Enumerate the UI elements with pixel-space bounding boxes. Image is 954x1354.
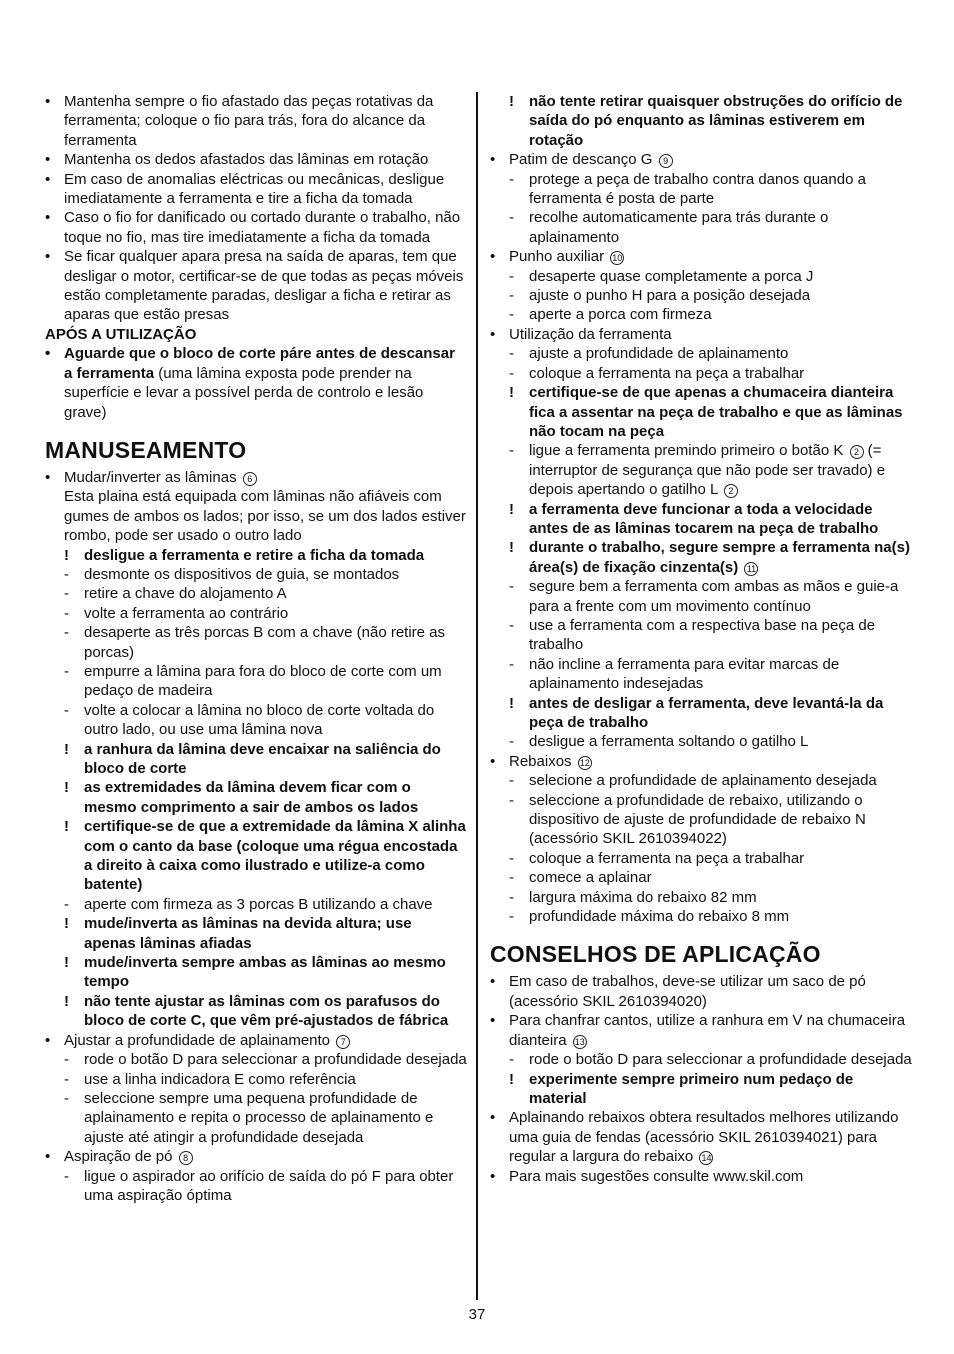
text-segment: largura máxima do rebaixo 82 mm [529, 888, 757, 906]
dash-marker: - [509, 869, 514, 887]
text-segment: empurre a lâmina para fora do bloco de corte com um pedaço de madeira [84, 662, 442, 700]
bullet-marker: • [45, 170, 51, 188]
dash-marker: - [509, 345, 514, 363]
dash-marker: - [509, 287, 514, 305]
text-segment: mude/inverta sempre ambas as lâminas ao mesmo tempo [84, 954, 446, 991]
figure-reference-icon: 6 [243, 472, 257, 486]
list-item [45, 170, 467, 209]
bullet-marker: • [490, 1167, 496, 1185]
text-segment: use a ferramenta com a respectiva base na peça de trabalho [529, 616, 876, 654]
sub-list-item [490, 655, 912, 694]
right-column [490, 92, 912, 1186]
text-segment: rode o botão D para seleccionar a profundidade desejada [84, 1051, 467, 1069]
text-segment: Em caso de anomalias eléctricas ou mecânicas, desligue imediatamente a ferramenta e tire a ficha da tomada [64, 170, 445, 208]
dash-marker: - [509, 578, 514, 596]
sub-list-item [45, 1050, 467, 1069]
dash-marker: - [64, 1051, 69, 1069]
dash-marker: - [509, 170, 514, 188]
figure-reference-icon: 2 [850, 445, 864, 459]
text-segment: antes de desligar a ferramenta, deve levantá-la da peça de trabalho [529, 694, 884, 731]
text-segment: mude/inverta as lâminas na devida altura; use apenas lâminas afiadas [84, 915, 412, 952]
text-segment: selecione a profundidade de aplainamento desejada [529, 772, 877, 790]
figure-reference-icon: 12 [579, 757, 590, 768]
sub-list-item [490, 1050, 912, 1069]
sub-list-item [490, 732, 912, 751]
text-segment: (uma lâmina exposta pode prender na superfície e levar a possível perda de controlo e lesão grave) [64, 364, 424, 421]
figure-reference-icon: 13 [574, 1036, 585, 1047]
text-segment: volte a colocar a lâmina no bloco de corte voltada do outro lado, ou use uma lâmina nova [84, 701, 435, 739]
warning-marker: ! [509, 1070, 514, 1088]
list-item [45, 487, 467, 545]
dash-marker: - [509, 888, 514, 906]
dash-marker: - [64, 1167, 69, 1185]
text-segment: aperte a porca com firmeza [529, 306, 712, 324]
warning-marker: ! [509, 93, 514, 110]
text-segment: certifique-se de que apenas a chumaceira dianteira fica a assentar na peça de trabalho e que as lâminas não tocam na peça [529, 384, 903, 440]
dash-marker: - [509, 442, 514, 460]
warning-marker: ! [509, 500, 514, 518]
warning-marker: ! [509, 694, 514, 712]
bullet-marker: • [45, 1148, 51, 1166]
warning-marker: ! [64, 992, 69, 1010]
list-item [45, 344, 467, 422]
left-column [45, 92, 467, 1205]
sub-list-item [490, 383, 912, 441]
text-segment: Aspiração de pó [64, 1148, 173, 1166]
text-segment: Ajustar a profundidade de aplainamento [64, 1031, 331, 1049]
text-segment: Mantenha sempre o fio afastado das peças rotativas da ferramenta; coloque o fio para trás, fora do alcance da ferramenta [64, 93, 434, 149]
text-segment: segure bem a ferramenta com ambas as mãos e guie-a para a frente com um movimento contínuo [529, 578, 899, 615]
text-segment: ajuste o punho H para a posição desejada [529, 287, 811, 305]
list-item [45, 468, 467, 487]
dash-marker: - [509, 733, 514, 751]
sub-list-item [45, 546, 467, 565]
figure-reference-icon: 9 [659, 154, 673, 168]
text-segment: a ferramenta deve funcionar a toda a velocidade antes de as lâminas tocarem na peça de trabalho [529, 500, 879, 537]
text-segment: desligue a ferramenta e retire a ficha da tomada [84, 546, 425, 564]
warning-marker: ! [64, 740, 69, 758]
list-item [45, 208, 467, 247]
bullet-marker: • [490, 325, 496, 343]
dash-marker: - [64, 701, 69, 719]
figure-reference-icon: 11 [744, 562, 758, 576]
figure-reference-icon: 7 [336, 1035, 350, 1049]
text-segment: Para mais sugestões consulte www.skil.com [509, 1167, 804, 1185]
dash-marker: - [64, 1070, 69, 1088]
sub-list-item [45, 817, 467, 895]
list-item [490, 325, 912, 344]
figure-reference-icon: 10 [612, 253, 623, 264]
text-segment: desaperte as três porcas B com a chave (não retire as porcas) [84, 624, 446, 661]
figure-reference-icon: 8 [179, 1151, 193, 1165]
sub-list-item [45, 662, 467, 701]
warning-marker: ! [64, 915, 69, 933]
list-item [490, 1108, 912, 1166]
text-segment: desmonte os dispositivos de guia, se montados [84, 565, 400, 583]
sub-list-item [490, 907, 912, 926]
text-segment: Mantenha os dedos afastados das lâminas em rotação [64, 151, 429, 169]
text-segment: ligue o aspirador ao orifício de saída do pó F para obter uma aspiração óptima [84, 1167, 454, 1204]
text-segment: Para chanfrar cantos, utilize a ranhura em V na chumaceira dianteira [509, 1012, 906, 1049]
text-segment: recolhe automaticamente para trás durante o aplainamento [529, 209, 829, 246]
text-segment: coloque a ferramenta na peça a trabalhar [529, 364, 805, 382]
sub-list-item [490, 577, 912, 616]
text-segment: a ranhura da lâmina deve encaixar na saliência do bloco de corte [84, 740, 441, 777]
bullet-marker: • [490, 752, 496, 770]
text-segment: protege a peça de trabalho contra danos quando a ferramenta é posta de parte [529, 170, 866, 208]
sub-list-item [45, 604, 467, 623]
text-segment: Rebaixos [509, 752, 572, 770]
text-segment: ligue a ferramenta premindo primeiro o botão K [529, 442, 844, 460]
dash-marker: - [64, 565, 69, 583]
dash-marker: - [64, 662, 69, 680]
dash-marker: - [509, 655, 514, 673]
warning-marker: ! [64, 779, 69, 797]
text-segment: use a linha indicadora E como referência [84, 1070, 356, 1088]
bullet-marker: • [490, 248, 496, 266]
text-segment: desaperte quase completamente a porca J [529, 267, 814, 285]
sub-list-item [490, 868, 912, 887]
sub-list-item [45, 623, 467, 662]
text-segment: rode o botão D para seleccionar a profundidade desejada [529, 1051, 912, 1069]
text-segment: Aplainando rebaixos obtera resultados melhores utilizando uma guia de fendas (acessório SKIL 2610394021) para regular a largura do rebaixo [509, 1109, 899, 1166]
sub-list-item [45, 1070, 467, 1089]
sub-list-item [490, 92, 912, 150]
text-segment: as extremidades da lâmina devem ficar com o mesmo comprimento a sair de ambos os lados [84, 779, 419, 816]
text-segment: Aguarde que o bloco de corte páre antes de descansar a ferramenta [64, 345, 455, 382]
column-divider [476, 92, 478, 1300]
list-item [490, 247, 912, 266]
sub-list-item [490, 286, 912, 305]
dash-marker: - [509, 849, 514, 867]
list-item [490, 752, 912, 771]
list-item [490, 150, 912, 169]
sub-list-item [45, 992, 467, 1031]
warning-marker: ! [509, 384, 514, 402]
text-segment: Caso o fio for danificado ou cortado durante o trabalho, não toque no fio, mas tire imediatamente a ficha da tomada [64, 209, 461, 246]
list-item [45, 150, 467, 169]
text-segment: Utilização da ferramenta [509, 325, 672, 343]
sub-list-item [45, 740, 467, 779]
text-segment: volte a ferramenta ao contrário [84, 604, 289, 622]
list-item [45, 1031, 467, 1050]
dash-marker: - [64, 1089, 69, 1107]
text-segment: desligue a ferramenta soltando o gatilho L [529, 733, 809, 751]
text-segment: Patim de descanço G [509, 151, 653, 169]
figure-reference-icon: 14 [701, 1153, 712, 1164]
sub-list-item [490, 344, 912, 363]
dash-marker: - [509, 1051, 514, 1069]
sub-list-item [490, 441, 912, 499]
warning-marker: ! [64, 546, 69, 564]
sub-list-item [45, 895, 467, 914]
bullet-marker: • [45, 248, 51, 266]
dash-marker: - [64, 585, 69, 603]
sub-list-item [490, 267, 912, 286]
sub-list-item [45, 584, 467, 603]
list-item [490, 972, 912, 1011]
text-segment: Mudar/inverter as lâminas [64, 468, 237, 486]
sub-list-item [490, 538, 912, 577]
section-heading: CONSELHOS DE APLICAÇÃO [490, 941, 821, 968]
sub-list-item [490, 694, 912, 733]
dash-marker: - [509, 908, 514, 926]
list-item [490, 1011, 912, 1050]
warning-marker: ! [64, 954, 69, 972]
figure-reference-icon: 2 [724, 484, 738, 498]
text-segment: não incline a ferramenta para evitar marcas de aplainamento indesejadas [529, 655, 840, 693]
sub-list-item [45, 914, 467, 953]
text-segment: Em caso de trabalhos, deve-se utilizar um saco de pó (acessório SKIL 2610394020) [509, 973, 866, 1010]
sub-list-item [45, 1089, 467, 1147]
list-item [45, 247, 467, 325]
bullet-marker: • [490, 151, 496, 169]
text-segment: ajuste a profundidade de aplainamento [529, 345, 789, 363]
dash-marker: - [509, 364, 514, 382]
text-segment: coloque a ferramenta na peça a trabalhar [529, 849, 805, 867]
text-segment: Se ficar qualquer apara presa na saída de aparas, tem que desligar o motor, certificar-se de que todas as peças móveis estão completamente paradas, desligar a ficha e retirar as aparas que estão presas [64, 248, 464, 324]
text-segment: seleccione a profundidade de rebaixo, utilizando o dispositivo de ajuste de profundidade de rebaixo N (acessório SKIL 2610394022) [529, 791, 866, 848]
bullet-marker: • [45, 93, 51, 110]
dash-marker: - [509, 772, 514, 790]
text-segment: Esta plaina está equipada com lâminas não afiáveis com gumes de ambos os lados; por isso, se um dos lados estiver rombo, pode ser usado o outro lado [64, 488, 466, 545]
section-heading: MANUSEAMENTO [45, 436, 247, 463]
list-item [45, 1147, 467, 1166]
sub-list-item [490, 888, 912, 907]
bullet-marker: • [45, 1031, 51, 1049]
page-number: 37 [468, 1306, 486, 1323]
sub-list-item [45, 953, 467, 992]
dash-marker: - [509, 791, 514, 809]
text-segment: não tente retirar quaisquer obstruções do orifício de saída do pó enquanto as lâminas estiverem em rotação [529, 93, 903, 149]
bullet-marker: • [45, 151, 51, 169]
list-item [490, 1167, 912, 1186]
warning-marker: ! [64, 818, 69, 836]
text-segment: APÓS A UTILIZAÇÃO [45, 325, 197, 343]
sub-list-item [490, 791, 912, 849]
text-segment: não tente ajustar as lâminas com os parafusos do bloco de corte C, que vêm pré-ajustados de fábrica [84, 992, 449, 1030]
bullet-marker: • [45, 209, 51, 227]
bullet-marker: • [490, 1109, 496, 1127]
sub-list-item [490, 170, 912, 209]
subheading [45, 325, 467, 344]
dash-marker: - [509, 209, 514, 227]
bullet-marker: • [490, 973, 496, 991]
sub-list-item [490, 771, 912, 790]
dash-marker: - [509, 306, 514, 324]
text-segment: seleccione sempre uma pequena profundidade de aplainamento e repita o processo de aplainamento e ajuste até atingir a profundidade desejada [84, 1089, 434, 1146]
warning-marker: ! [509, 539, 514, 557]
sub-list-item [490, 616, 912, 655]
text-segment: comece a aplainar [529, 869, 652, 887]
list-item [45, 92, 467, 150]
text-segment: (= interruptor de segurança que não pode ser travado) e depois apertando o gatilho L [529, 442, 886, 499]
sub-list-item [490, 208, 912, 247]
sub-list-item [45, 778, 467, 817]
dash-marker: - [509, 616, 514, 634]
sub-list-item [490, 1070, 912, 1109]
text-segment: aperte com firmeza as 3 porcas B utilizando a chave [84, 895, 433, 913]
sub-list-item [490, 500, 912, 539]
sub-list-item [490, 305, 912, 324]
sub-list-item [45, 1167, 467, 1206]
dash-marker: - [64, 624, 69, 642]
text-segment: experimente sempre primeiro num pedaço de material [529, 1070, 854, 1107]
text-segment: Punho auxiliar [509, 248, 605, 266]
sub-list-item [490, 849, 912, 868]
dash-marker: - [509, 267, 514, 285]
sub-list-item [490, 364, 912, 383]
bullet-marker: • [490, 1012, 496, 1030]
text-segment: certifique-se de que a extremidade da lâmina X alinha com o canto da base (coloque uma régua encostada a direito à caixa como ilustrado e utilize-a como batente) [84, 818, 466, 894]
text-segment: profundidade máxima do rebaixo 8 mm [529, 908, 790, 926]
dash-marker: - [64, 895, 69, 913]
dash-marker: - [64, 604, 69, 622]
sub-list-item [45, 565, 467, 584]
bullet-marker: • [45, 468, 51, 486]
bullet-marker: • [45, 345, 51, 363]
sub-list-item [45, 701, 467, 740]
text-segment: durante o trabalho, segure sempre a ferramenta na(s) área(s) de fixação cinzenta(s) [529, 539, 910, 576]
text-segment: retire a chave do alojamento A [84, 585, 287, 603]
